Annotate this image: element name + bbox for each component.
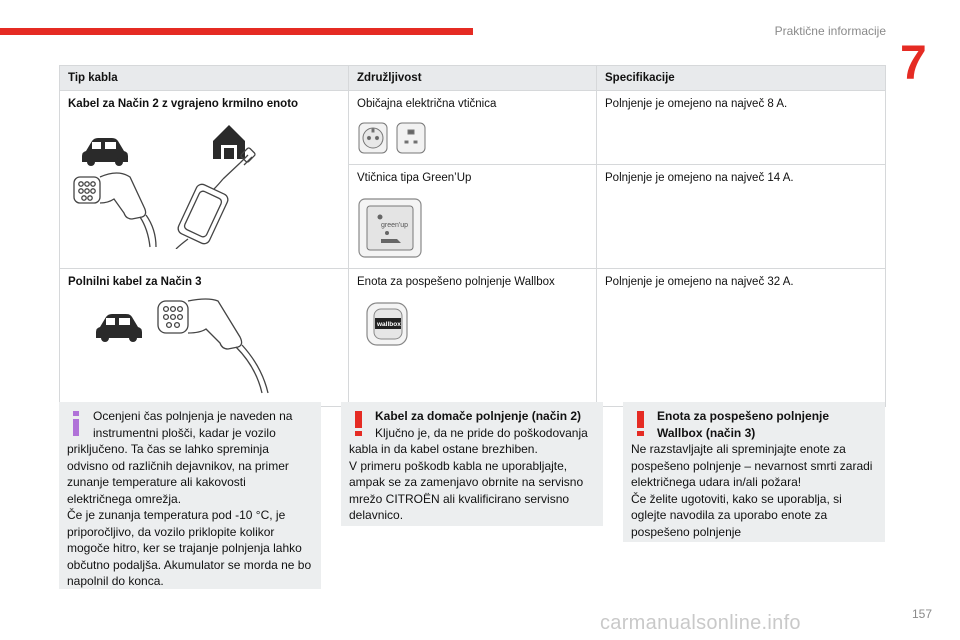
spec-cell-standard-socket bbox=[597, 91, 886, 165]
schuko-socket-icon bbox=[359, 123, 387, 153]
warning-note-title: Kabel za domače polnjenje (način 2) bbox=[375, 409, 582, 423]
spec-cell-wallbox bbox=[597, 269, 886, 407]
info-note bbox=[59, 402, 321, 589]
spec-wallbox-text: Polnjenje je omejeno na največ 32 A. bbox=[605, 276, 794, 288]
spec-standard-socket-text: Polnjenje je omejeno na največ 8 A. bbox=[605, 98, 788, 110]
connector-plug-icon bbox=[74, 173, 156, 247]
info-note-text: Ocenjeni čas polnjenja je naveden na instrumentni plošči, kadar je vozilo priključeno. Ta čas se lahko spreminja odvisno od različnih dejavnikov, na primer zunanje temperature ali kakovosti električnega omrežja. Če je zunanja temperatura pod -10 °C, je priporočljivo, da vozilo priklopite kolikor mogoče hitro, ker se trajanje polnjenja lahko občutno podaljša. Akumulator se morda ne bo napolnil do konca. bbox=[67, 409, 312, 588]
cable-name-mode2: Kabel za Način 2 z vgrajeno krmilno enoto bbox=[68, 98, 299, 110]
column-header-specifications: Specifikacije bbox=[597, 66, 886, 91]
header-accent-bar bbox=[0, 28, 473, 35]
compat-cell-wallbox bbox=[349, 269, 597, 407]
warning-note-wallbox bbox=[623, 402, 885, 542]
spec-greenup-text: Polnjenje je omejeno na največ 14 A. bbox=[605, 172, 794, 184]
compat-cell-greenup bbox=[349, 165, 597, 269]
spec-cell-greenup bbox=[597, 165, 886, 269]
column-header-compatibility: Združljivost bbox=[349, 66, 597, 91]
page-number: 157 bbox=[911, 607, 932, 621]
connector-plug-icon bbox=[158, 299, 268, 393]
table-header-row bbox=[60, 66, 886, 91]
cable-cell-mode3 bbox=[60, 269, 349, 407]
warning-icon bbox=[349, 408, 371, 438]
mode2-cable-illustration bbox=[68, 119, 288, 249]
chapter-number: 7 bbox=[900, 37, 927, 90]
flat-socket-icon bbox=[397, 123, 425, 153]
warning-note-mode2 bbox=[341, 402, 603, 526]
greenup-logo-text: green'up bbox=[381, 222, 409, 229]
cable-name-mode3: Polnilni kabel za Način 3 bbox=[68, 276, 202, 288]
car-icon bbox=[82, 138, 128, 166]
house-icon bbox=[213, 125, 245, 159]
mode3-cable-illustration bbox=[68, 297, 288, 397]
car-icon bbox=[96, 314, 142, 342]
cable-cell-mode2 bbox=[60, 91, 349, 269]
warning-note-text: Ne razstavljajte ali spreminjajte enote za pospešeno polnjenje – nevarnost smrti zaradi električnega udara in/ali požara! Če želite ugotoviti, kako se uporablja, si oglejte navodila za uporabo enote za pospešeno polnjenje bbox=[631, 442, 873, 539]
warning-icon bbox=[631, 408, 653, 438]
table-row bbox=[60, 269, 886, 407]
column-header-cable-type: Tip kabla bbox=[60, 66, 349, 91]
compat-standard-socket-label: Običajna električna vtičnica bbox=[357, 98, 497, 110]
compat-cell-standard-socket bbox=[349, 91, 597, 165]
cable-compatibility-table bbox=[59, 65, 886, 407]
section-title: Praktične informacije bbox=[774, 24, 886, 38]
warning-note-title: Enota za pospešeno polnjenje Wallbox (način 3) bbox=[657, 409, 830, 440]
warning-note-text: Ključno je, da ne pride do poškodovanja kabla in da kabel ostane brezhiben. V primeru poškodb kabla ne uporabljajte, ampak se za zamenjavo obrnite na servisno mrežo CITROËN ali kvalificirano servisno delavnico. bbox=[349, 425, 588, 522]
standard-socket-icons bbox=[357, 121, 437, 155]
info-icon bbox=[67, 408, 89, 438]
wallbox-logo-text: wallbox bbox=[377, 321, 401, 328]
compat-greenup-label: Vtičnica tipa Green’Up bbox=[357, 172, 472, 184]
watermark: carmanualsonline.info bbox=[600, 612, 801, 634]
table-row bbox=[60, 91, 886, 165]
compat-wallbox-label: Enota za pospešeno polnjenje Wallbox bbox=[357, 276, 555, 288]
wallbox-unit-icon bbox=[357, 299, 437, 349]
control-box-icon bbox=[176, 147, 256, 249]
greenup-socket-icon bbox=[357, 197, 437, 259]
